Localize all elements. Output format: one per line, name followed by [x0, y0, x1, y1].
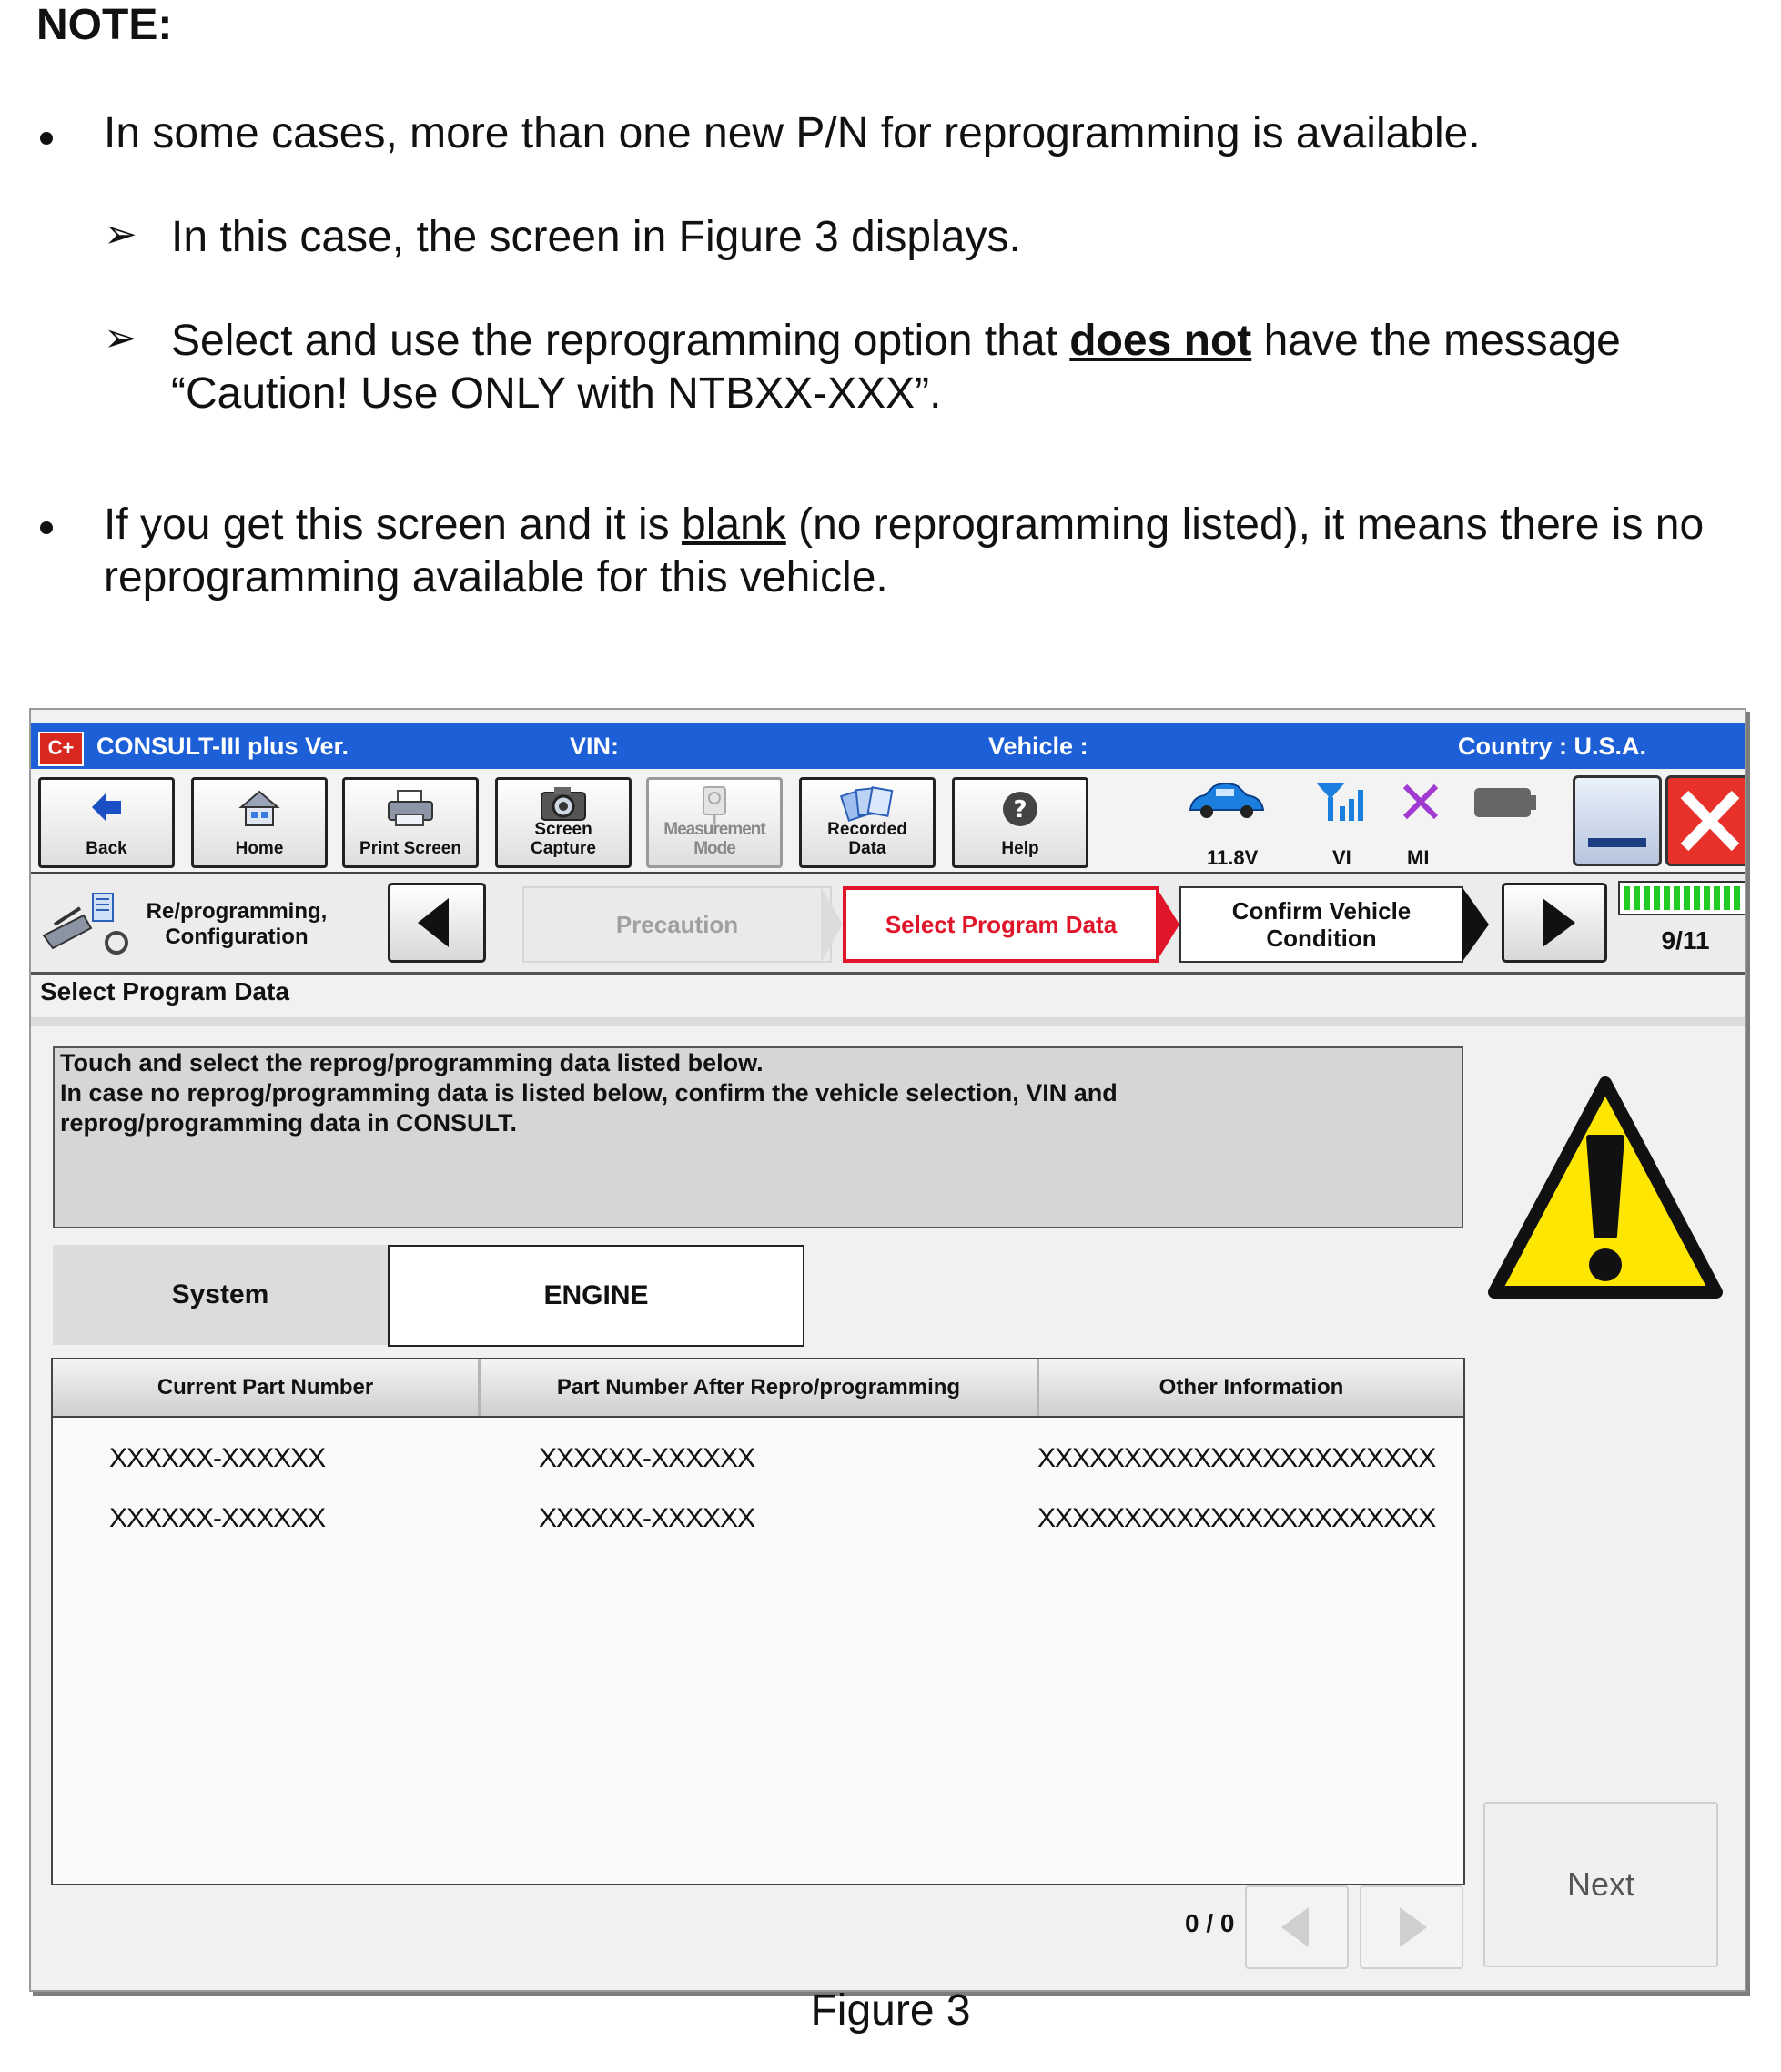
note-sub-2: Select and use the reprogramming option that does not have the message “Caution! Use ONLY with NTBXX-XXX”. — [171, 317, 1621, 418]
home-icon — [194, 789, 325, 831]
current-part-number: XXXXXX-XXXXXX — [109, 1443, 326, 1473]
column-header: Part Number After Repro/programming — [481, 1359, 1039, 1416]
vin-label: VIN: — [570, 733, 619, 760]
recorded-data-button[interactable]: Recorded Data — [799, 777, 936, 868]
prev-step-button[interactable] — [388, 883, 486, 963]
mi-label: MI — [1407, 846, 1430, 869]
section-title: Select Program Data — [40, 977, 289, 1006]
help-button[interactable]: ? Help — [952, 777, 1088, 868]
print-screen-button[interactable]: Print Screen — [342, 777, 479, 868]
warning-icon — [1487, 1074, 1724, 1317]
step-current-pointer — [1156, 886, 1179, 963]
toolbar — [31, 772, 1745, 874]
close-icon — [1668, 778, 1746, 864]
page-prev-icon — [1247, 1887, 1347, 1967]
page-prev-button[interactable] — [1245, 1885, 1349, 1969]
current-part-number: XXXXXX-XXXXXX — [109, 1503, 326, 1533]
bullet-dot — [40, 132, 53, 145]
close-button[interactable] — [1665, 775, 1746, 866]
consult-logo: C+ — [38, 732, 84, 766]
new-part-number: XXXXXX-XXXXXX — [539, 1503, 755, 1533]
signal-antenna-icon — [1312, 779, 1371, 829]
next-button[interactable]: Next — [1483, 1802, 1718, 1967]
arrow-bullet-icon: ➢ — [104, 316, 137, 360]
reprogramming-icon — [36, 888, 137, 965]
system-label: System — [53, 1245, 388, 1345]
page-counter: 0 / 0 — [1185, 1909, 1235, 1937]
help-icon — [955, 789, 1086, 831]
table-header — [53, 1359, 1463, 1418]
other-information: XXXXXXXXXXXXXXXXXXXXXXX — [1037, 1503, 1436, 1533]
message-line: In case no reprog/programming data is listed below, confirm the vehicle selection, VIN and — [60, 1079, 1118, 1107]
instruction-message — [53, 1046, 1463, 1228]
note-bullet-2: If you get this screen and it is blank (no reprogramming listed), it means there is no reprogramming available for this vehicle. — [104, 500, 1705, 601]
table-row[interactable] — [53, 1503, 1463, 1543]
mi-disconnected-icon — [1400, 781, 1442, 827]
figure-caption: Figure 3 — [810, 1986, 971, 2035]
title-bar — [31, 723, 1745, 769]
minimize-button[interactable] — [1573, 775, 1662, 866]
progress-segments — [1620, 883, 1746, 914]
message-line: reprog/programming data in CONSULT. — [60, 1109, 518, 1137]
next-step-button[interactable] — [1502, 883, 1607, 963]
other-information: XXXXXXXXXXXXXXXXXXXXXXX — [1037, 1443, 1436, 1473]
section-divider — [31, 1017, 1745, 1026]
car-battery-icon — [1185, 779, 1267, 829]
vehicle-label: Vehicle : — [988, 733, 1088, 760]
app-title: CONSULT-III plus Ver. — [96, 733, 349, 760]
new-part-number: XXXXXX-XXXXXX — [539, 1443, 755, 1473]
step-select-program-data[interactable]: Select Program Data — [843, 886, 1159, 963]
printer-icon — [345, 789, 476, 831]
note-sub-1: In this case, the screen in Figure 3 displays. — [171, 213, 1021, 261]
page-next-button[interactable] — [1360, 1885, 1463, 1969]
screen-capture-button[interactable]: Screen Capture — [495, 777, 632, 868]
note-bullet-1: In some cases, more than one new P/N for reprogramming is available. — [104, 109, 1481, 157]
arrow-bullet-icon: ➢ — [104, 212, 137, 257]
home-button[interactable]: Home — [191, 777, 328, 868]
vi-label: VI — [1332, 846, 1351, 869]
right-arrow-icon — [1504, 885, 1604, 960]
column-header: Other Information — [1159, 1375, 1344, 1400]
system-value: ENGINE — [388, 1245, 804, 1347]
minimize-icon — [1588, 838, 1646, 847]
message-line: Touch and select the reprog/programming data listed below. — [60, 1049, 764, 1076]
note-heading: NOTE: — [36, 1, 173, 49]
step-confirm-vehicle-condition[interactable]: Confirm Vehicle Condition — [1179, 886, 1463, 963]
measurement-mode-button[interactable]: Measurement Mode — [646, 777, 783, 868]
country-label: Country : U.S.A. — [1458, 733, 1646, 760]
step-bar — [31, 874, 1745, 975]
step-next-pointer — [1462, 886, 1489, 963]
column-header: Current Part Number — [53, 1359, 481, 1416]
battery-status-icon — [1472, 784, 1538, 825]
program-data-table — [51, 1358, 1465, 1885]
voltage-label: 11.8V — [1207, 846, 1259, 869]
progress-bar — [1618, 881, 1746, 915]
consult-screen — [29, 708, 1746, 1992]
table-row[interactable] — [53, 1443, 1463, 1483]
back-arrow-icon — [41, 789, 172, 831]
progress-count: 9/11 — [1661, 926, 1710, 955]
page-next-icon — [1361, 1887, 1462, 1967]
step-precaution[interactable]: Precaution — [522, 886, 832, 963]
bullet-dot — [40, 521, 53, 534]
svg-text:?: ? — [1013, 796, 1027, 824]
left-arrow-icon — [390, 885, 483, 960]
section-label: Re/programming, Configuration — [146, 899, 328, 949]
step-separator — [821, 886, 843, 963]
back-button[interactable]: Back — [38, 777, 175, 868]
